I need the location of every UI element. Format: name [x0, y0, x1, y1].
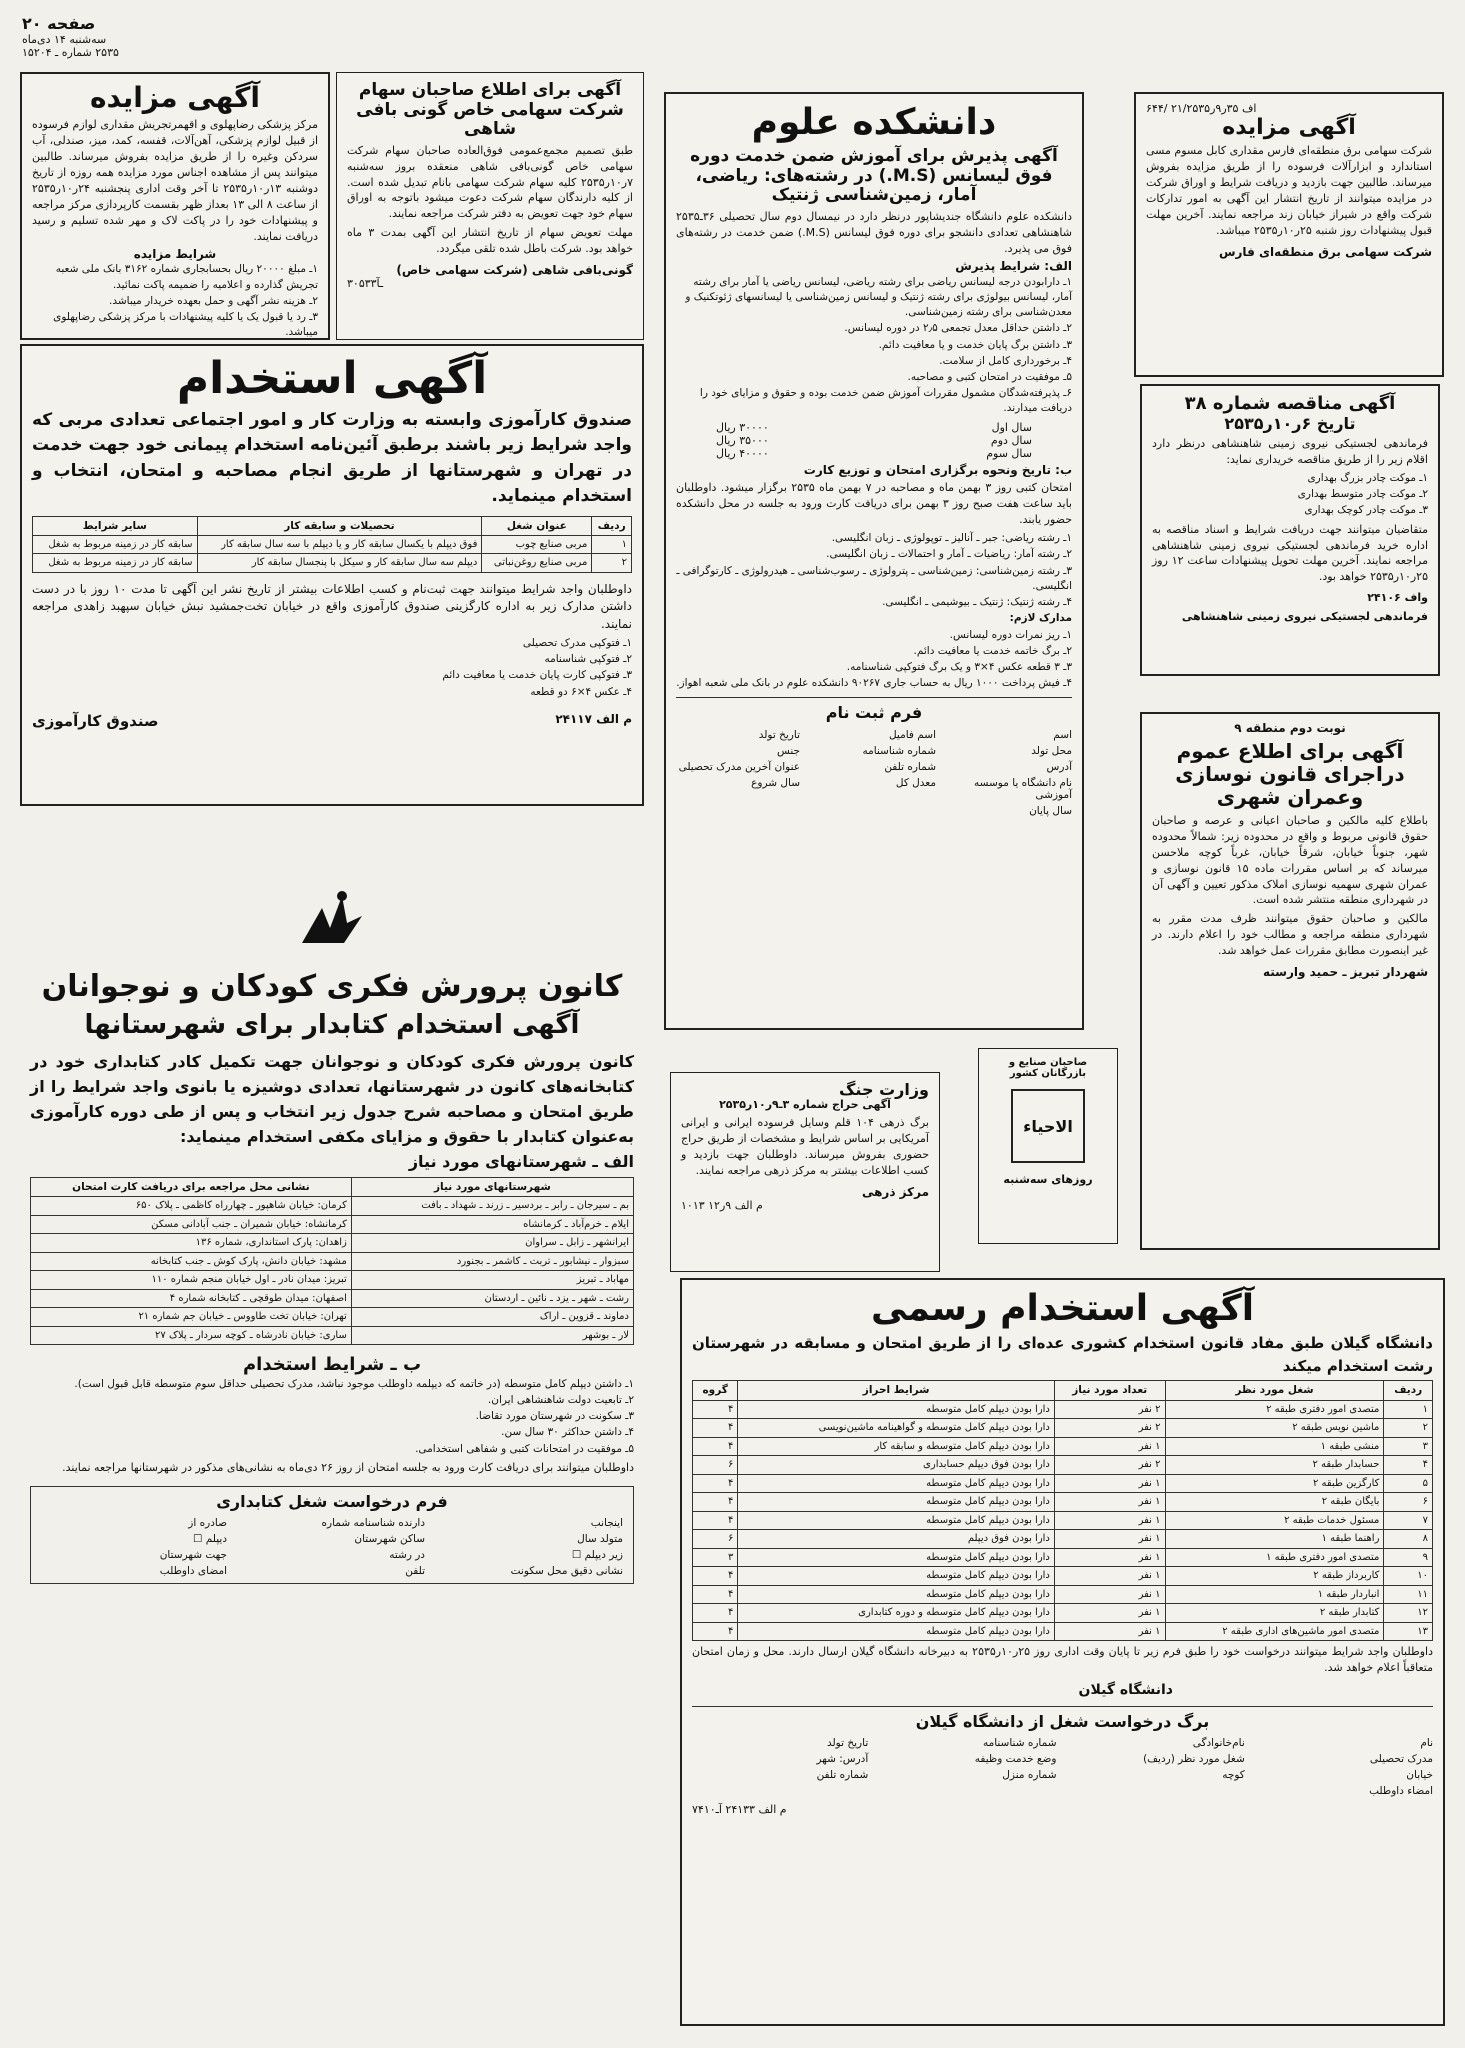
ad-lead: صندوق کارآموزی وابسته به وزارت کار و امور اجتماعی تعدادی مربی که واجد شرایط زیر باشند برطبق آئین‌نامه استخدام پیمانی خود جهت خدمت در تهران و شهرستانها از طریق انجام مصاحبه و امتحان، انتخاب و استخدام مینماید.: [32, 409, 632, 507]
ad-signature: فرماندهی لجستیکی نیروی زمینی شاهنشاهی: [1181, 610, 1428, 624]
doc-item: ۴ـ فیش پرداخت ۱۰۰۰ ریال به حساب جاری ۹۰۲۶۷ دانشکده علوم در بانک ملی شعبه اهواز.: [676, 677, 1072, 690]
ad-body: داوطلبان واجد شرایط میتوانند درخواست خود را طبق فرم زیر تا پایان وقت اداری روز ۲۵ر۱۰ر۲۵۳۵ به دبیرخانه دانشگاه گیلان ارسال دارند. محل و زمان امتحان متعاقباً اعلام خواهد شد.: [692, 1645, 1433, 1674]
kanoon-library-ad: [20, 880, 644, 2028]
condition-item: ۱ـ دارابودن درجه لیسانس ریاضی برای رشته ریاضی، لیسانس ریاضی یا آمار برای رشته آمار، لیسانس بیولوژی برای رشته ژنتیک و لیسانس زمین‌شناسی یا لیسانسهای ژئوتکنیک و معدن‌شناسی برای رشته زمین‌شناسی.: [685, 275, 1072, 319]
ad-body: متقاضیان میتوانند جهت دریافت شرایط و اسناد مناقصه به اداره خرید فرماندهی لجستیکی نیروی زمینی شاهنشاهی مراجعه نمایند. آخرین مهلت تحویل پیشنهادات ساعت ۱۲ روز ۲۵ر۱۰ر۲۵۳۵ خواهد بود.: [1152, 522, 1428, 584]
condition-item: ۴ـ برخورداری کامل از سلامت.: [939, 354, 1072, 367]
condition-item: ۴ـ داشتن حداکثر ۳۰ سال سن.: [501, 1426, 634, 1439]
salary-value: ۳۵۰۰۰ ریال: [716, 433, 769, 447]
form-field: معدل کل: [895, 776, 936, 789]
ad-subtitle: شرایط مزایده: [133, 246, 217, 261]
form-field: کوچه: [1222, 1769, 1245, 1782]
tender-item: ۳ـ موکت چادر کوچک بهداری: [1304, 504, 1428, 517]
table-row: [31, 1308, 634, 1327]
table-header: گروه: [693, 1381, 738, 1400]
form-field: نشانی دقیق محل سکونت: [510, 1565, 623, 1578]
form-field: دیپلم ☐: [193, 1533, 227, 1546]
table-cell: اصفهان: میدان طوقچی ـ کتابخانه شماره ۴: [31, 1289, 352, 1308]
table-header: ردیف: [1384, 1381, 1433, 1400]
condition-item: ۲ـ داشتن حداقل معدل تجمعی ۲٫۵ در دوره لیسانس.: [844, 322, 1072, 335]
form-field: عنوان آخرین مدرک تحصیلی: [678, 760, 800, 773]
bird-logo-icon: [292, 888, 372, 958]
table-cell: ۱: [592, 535, 632, 554]
ad-lead: کانون پرورش فکری کودکان و نوجوانان جهت تکمیل کادر کتابداری خود در کتابخانه‌های کانون در شهرستانها، تعدادی دوشیزه یا بانوی واجد شرایط را از طریق امتحان و مصاحبه شرح جدول زیر انتخاب و پس از طی دوره کارآموزی به‌عنوان کتابدار با حقوق و مزایای مکفی استخدام مینماید:: [30, 1052, 634, 1146]
library-form: [30, 1486, 634, 1584]
section-title: ب: تاریخ ونحوه برگزاری امتحان و توزیع کارت: [803, 462, 1072, 477]
ad-kicker: نوبت دوم منطقه ۹: [1234, 721, 1346, 735]
form-field: خیابان: [1406, 1769, 1433, 1782]
table-cell: دیپلم سه سال سابقه کار و سیکل با پنجسال سابقه کار: [197, 554, 482, 573]
shareholders-notice: [336, 72, 644, 340]
doc-item: ۱ـ فتوکپی مدرک تحصیلی: [522, 636, 632, 649]
salary-list: [716, 421, 1032, 460]
header-issue: ۲۵۳۵ شماره ـ ۱۵۲۰۴: [22, 46, 119, 59]
form-field: تلفن: [405, 1565, 425, 1578]
salary-label: سال سوم: [986, 446, 1032, 460]
table-cell: کرمانشاه: خیابان شمیران ـ جنب آبادانی مسکن: [31, 1215, 352, 1234]
jobs-table: [32, 516, 632, 573]
form-field: جهت شهرستان: [159, 1549, 227, 1562]
form-field: شماره شناسنامه: [862, 744, 936, 757]
table-cell: ساری: خیابان نادرشاه ـ کوچه سردار ـ پلاک ۲۷: [31, 1326, 352, 1345]
condition-item: ۱ـ داشتن دیپلم کامل متوسطه (در خاتمه که دیپلمه داوطلب موجود نباشد، مدرک تحصیلی حداقل سوم متوسطه قابل قبول است).: [74, 1377, 634, 1390]
ad-signature: مرکز ذرهی: [861, 1184, 929, 1199]
table-cell: مربی صنایع چوب: [482, 535, 592, 554]
condition-item: ۵ـ موفقیت در امتحانات کتبی و شفاهی استخدامی.: [415, 1442, 634, 1455]
table-header: عنوان شغل: [482, 516, 592, 535]
emblem-top-text: صاحبان صنایع و بازرگانان کشور: [1008, 1057, 1088, 1079]
form-field: آدرس: [1046, 760, 1072, 773]
ad-body: مهلت تعویض سهام از تاریخ انتشار این آگهی بمدت ۳ ماه خواهد بود. شرکت باطل شده تلقی میگردد.: [347, 226, 633, 256]
table-row: ۱۱ انباردار طبقه ۱ ۱ نفر دارا بودن دیپلم کامل متوسطه ۴: [693, 1585, 1433, 1604]
condition-item: ۲ـ تابعیت دولت شاهنشاهی ایران.: [487, 1394, 634, 1407]
header-date: سه‌شنبه ۱۴ دی‌ماه: [22, 33, 107, 46]
form-field: اسم فامیل: [888, 728, 936, 741]
form-field: نام: [1420, 1737, 1433, 1750]
table-row: [33, 535, 632, 554]
science-faculty-ad: [664, 92, 1084, 1030]
ad-date: تاریخ ۶ر۱۰ر۲۵۳۵: [1224, 413, 1356, 433]
auction-medical-ad: [20, 72, 330, 340]
table-cell: دماوند ـ قزوین ـ اراک: [351, 1308, 633, 1327]
ad-title: آگهی برای اطلاع عموم دراجرای قانون نوسازی وعمران شهری: [1175, 738, 1405, 809]
form-field: دارنده شناسنامه شماره: [321, 1517, 425, 1530]
doc-item: ۳ـ فتوکپی کارت پایان خدمت یا معافیت دائم: [442, 669, 632, 682]
ad-subtitle: ب ـ شرایط استخدام: [242, 1354, 422, 1376]
ad-title: آگهی مزایده: [89, 81, 260, 114]
form-field: امضای داوطلب: [159, 1565, 227, 1578]
ad-body: برگ ذرهی ۱۰۴ قلم وسایل فرسوده ایرانی و ایرانی آمریکایی بر اساس شرایط و مشخصات از طریق حراج حضوری بفروش میرساند. داوطلبان جهت بازدید و کسب اطلاعات بیشتر به مرکز ذرهی مراجعه نمایند.: [681, 1116, 929, 1177]
kanoon-logo: [30, 888, 634, 962]
emblem-ad: [978, 1048, 1118, 1244]
form-field: وضع خدمت وظیفه: [974, 1753, 1057, 1766]
form-field: ساکن شهرستان: [354, 1533, 425, 1546]
form-field: مدرک تحصیلی: [1369, 1753, 1433, 1766]
ad-signature: صندوق کارآموزی: [32, 711, 159, 730]
table-cell: مهاباد ـ تبریز: [351, 1271, 633, 1290]
emblem-seal: [1011, 1089, 1085, 1163]
table-header: نشانی محل مراجعه برای دریافت کارت امتحان: [31, 1177, 352, 1196]
form-title: برگ درخواست شغل از دانشگاه گیلان: [915, 1711, 1210, 1731]
table-row: [31, 1271, 634, 1290]
table-row: ۴ حسابدار طبقه ۲ ۲ نفر دارا بودن فوق دیپلم حسابداری ۶: [693, 1456, 1433, 1475]
table-row: [31, 1215, 634, 1234]
table-row: ۱۳ متصدی امور ماشین‌های اداری طبقه ۲ ۱ نفر دارا بودن دیپلم کامل متوسطه ۴: [693, 1622, 1433, 1641]
ad-subtitle: آگهی حراج شماره ۳ـ۹ر۱۰ر۲۵۳۵: [719, 1098, 891, 1112]
salary-value: ۴۰۰۰۰ ریال: [716, 446, 769, 460]
form-field: جنس: [776, 744, 800, 757]
table-header: سایر شرایط: [33, 516, 198, 535]
ad-title: آگهی مزایده: [1222, 115, 1356, 140]
table-cell: بم ـ سیرجان ـ رابر ـ بردسیر ـ زرند ـ شهداد ـ بافت: [351, 1197, 633, 1216]
form-field: شماره منزل: [1002, 1769, 1057, 1782]
form-field: تاریخ تولد: [758, 728, 800, 741]
table-cell: رشت ـ شهر ـ یزد ـ نائین ـ اردستان: [351, 1289, 633, 1308]
salary-label: سال دوم: [990, 433, 1032, 447]
form-field: صادره از: [188, 1517, 227, 1530]
doc-item: ۱ـ ریز نمرات دوره لیسانس.: [949, 628, 1072, 641]
table-cell: ایرانشهر ـ زابل ـ سراوان: [351, 1234, 633, 1253]
table-header: ردیف: [592, 516, 632, 535]
auction-power-ad: [1134, 92, 1444, 377]
ad-body: شرکت سهامی برق منطقه‌ای فارس مقداری کابل مسوم مسی استاندارد و ابزارآلات فرسوده را از طریق مزایده بفروش میرساند. طالبین جهت بازدید و دریافت شرایط و اوراق شرکت در مزایده میتوانند از تاریخ انتشار این آگهی به امور تدارکات شرکت واقع در شیراز خیابان زند مراجعه نمایند. آخرین مهلت قبول پیشنهادات روز شنبه ۲۵ر۱۰ر۲۵۳۵ میباشد.: [1146, 144, 1432, 237]
table-cell: لار ـ بوشهر: [351, 1326, 633, 1345]
subject-item: ۳ـ رشته زمین‌شناسی: زمین‌شناسی ـ پترولوژی ـ رسوب‌شناسی ـ هیدرولوژی ـ کارتوگرافی ـ انگلیسی.: [676, 564, 1072, 592]
gilan-form: [692, 1706, 1433, 1816]
table-cell: زاهدان: پارک استانداری، شماره ۱۳۶: [31, 1234, 352, 1253]
form-field: سال شروع: [751, 776, 800, 789]
ad-title: کانون پرورش فکری کودکان و نوجوانان: [41, 969, 623, 1004]
table-row: ۱۲ کتابدار طبقه ۲ ۱ نفر دارا بودن دیپلم کامل متوسطه و دوره کتابداری ۴: [693, 1604, 1433, 1623]
table-header: تحصیلات و سابقه کار: [197, 516, 482, 535]
table-row: ۸ راهنما طبقه ۱ ۱ نفر دارا بودن فوق دیپلم ۶: [693, 1530, 1433, 1549]
ad-condition: ۱ـ مبلغ ۲۰۰۰۰ ریال بحسابجاری شماره ۳۱۶۲ بانک ملی شعبه تجریش گذارده و اعلامیه را ضمیمه پاکت نمائید.: [55, 263, 318, 291]
form-field: محل تولد: [1031, 744, 1072, 757]
table-row: [31, 1197, 634, 1216]
table-cell: مشهد: خیابان دانش، پارک کوش ـ جنب کتابخانه: [31, 1252, 352, 1271]
ad-signature: شرکت سهامی برق منطقه‌ای فارس: [1218, 244, 1432, 259]
salary-label: سال اول: [991, 420, 1032, 434]
ad-body: داوطلبان واجد شرایط میتوانند جهت ثبت‌نام و کسب اطلاعات بیشتر از تاریخ نشر این آگهی تا مدت ۱۰ روز با در دست داشتن مدارک زیر به اداره کارگزینی صندوق کارآموزی واقع در خیابان تخت‌جمشید نبش خیابان سپهبد زاهدی مراجعه نمایند.: [32, 581, 632, 631]
registration-form: [676, 729, 1072, 817]
page-number: صفحه ۲۰: [22, 14, 96, 33]
form-field: اینجانب: [590, 1517, 623, 1530]
table-row: ۱۰ کاربرداز طبقه ۲ ۱ نفر دارا بودن دیپلم کامل متوسطه ۴: [693, 1567, 1433, 1586]
hiring-fund-ad: [20, 344, 644, 806]
table-row: ۳ منشی طبقه ۱ ۱ نفر دارا بودن دیپلم کامل متوسطه و سابقه کار ۴: [693, 1437, 1433, 1456]
form-field: آدرس: شهر: [816, 1753, 869, 1766]
table-row: ۲ ماشین نویس طبقه ۲ ۲ نفر دارا بودن دیپلم کامل متوسطه و گواهینامه ماشین‌نویسی ۴: [693, 1419, 1433, 1438]
table-row: ۶ بایگان طبقه ۲ ۱ نفر دارا بودن دیپلم کامل متوسطه ۴: [693, 1493, 1433, 1512]
table-header: شهرستانهای مورد نیاز: [351, 1177, 633, 1196]
form-field: متولد سال: [577, 1533, 623, 1546]
form-field: شغل مورد نظر (ردیف): [1143, 1753, 1245, 1766]
section-title: الف: شرایط پذیرش: [955, 258, 1072, 273]
ad-body: مالکین و صاحبان حقوق میتوانند ظرف مدت مقرر به شهرداری منطقه مراجعه و مطالب خود را اعلام دارند. در غیر اینصورت مطابق مقررات عمل خواهد شد.: [1152, 912, 1428, 958]
table-row: ۹ متصدی امور دفتری طبقه ۱ ۱ نفر دارا بودن دیپلم کامل متوسطه ۳: [693, 1548, 1433, 1567]
form-field: شماره شناسنامه: [982, 1737, 1057, 1750]
ad-title: وزارت جنگ: [839, 1080, 929, 1099]
table-cell: مربی صنایع روغن‌نباتی: [482, 554, 592, 573]
ad-body: مرکز پزشکی رضاپهلوی و اقهمرتجریش مقداری لوازم فرسوده از قبیل لوازم پزشکی، آهن‌آلات، قفسه، کمد، میز، صندلی، آب سردکن وغیره را از طریق مزایده بفروش میرساند. طالبین میتوانند پس از مشاهده اجناس مورد مزایده همه روزه از تاریخ دوشنبه ۱۳ر۱۰ر۲۵۳۵ تا آخر وقت اداری پنجشنبه ۲۴ر۱۰ر۲۵۳۵ از ساعت ۸ الی ۱۳ بعداز ظهر بقسمت کارپردازی مرکز مراجعه و پیشنهادات خود را در پاکت لاک و مهر شده تسلیم و رسید دریافت نمایند.: [32, 118, 318, 243]
ad-subtitle: آگهی استخدام کتابدار برای شهرستانها: [84, 1009, 580, 1040]
ad-body: دانشکده علوم دانشگاه جندیشاپور درنظر دارد در نیمسال دوم سال تحصیلی ۳۶ـ۲۵۳۵ شاهنشاهی تعدادی دانشجو برای دوره فوق لیسانس (M.S.) ضمن خدمت در رشته‌های فوق می پذیرد.: [676, 210, 1072, 255]
ad-body: باطلاع کلیه مالکین و صاحبان اعیانی و عرصه و صاحبان حقوق قانونی مربوط و واقع در محدوده زیر: شمالاً محدوده شهر، جنوباً خیابان، شرقاً خیابان، غرباً کوچه ملاحسن میرساند که بر اساس مقررات ماده ۱۵ قانون نوسازی و عمران شهری سهمیه نوسازی املاک مذکور تعیین و آگهی آن در شهرداری منطقه منتشر شده است.: [1152, 813, 1428, 907]
table-cell: ایلام ـ خرم‌آباد ـ کرمانشاه: [351, 1215, 633, 1234]
condition-item: ۶ـ پذیرفته‌شدگان مشمول مقررات آموزش ضمن خدمت بوده و حقوق و مزایای خود را دریافت میدارند.: [699, 387, 1072, 415]
gilan-jobs-table: [692, 1380, 1433, 1641]
ad-code: م الف ۲۴۱۱۷: [555, 711, 632, 726]
table-cell: سابقه کار در زمینه مربوط به شغل: [33, 554, 198, 573]
page-header: [22, 14, 322, 59]
table-row: [31, 1252, 634, 1271]
tender-item: ۱ـ موکت چادر بزرگ بهداری: [1307, 471, 1428, 484]
form-field: سال پایان: [1029, 804, 1072, 817]
doc-item: ۳ـ ۳ قطعه عکس ۴×۳ و یک برگ فتوکپی شناسنامه.: [846, 660, 1072, 673]
ad-title: آگهی استخدام: [176, 353, 488, 404]
form-field: شماره تلفن: [816, 1769, 869, 1782]
ad-signature: شهردار تبریز ـ حمید وارسته: [1263, 965, 1428, 980]
table-row: [31, 1289, 634, 1308]
table-cell: تبریز: میدان نادر ـ اول خیابان منجم شماره ۱۱۰: [31, 1271, 352, 1290]
ad-reference: ۶۴۴/ اف ۳۵ر۹ر۲۱/۲۵۳۵: [1146, 102, 1257, 115]
ad-code: ۳۰۵۳۳ـآ: [347, 277, 384, 291]
tender-item: ۲ـ موکت چادر متوسط بهداری: [1297, 488, 1428, 501]
ad-title: آگهی استخدام رسمی: [870, 1288, 1255, 1329]
form-field: نام‌خانوادگی: [1192, 1737, 1245, 1750]
subject-item: ۴ـ رشته ژنتیک: ژنتیک ـ بیوشیمی ـ انگلیسی.: [882, 596, 1072, 609]
form-title: فرم ثبت نام: [825, 703, 923, 723]
ad-body: طبق تصمیم مجمع‌عمومی فوق‌العاده صاحبان سهام شرکت سهامی خاص گونی‌بافی شاهی منعقده بروز سه‌شنبه ۷ر۱۰ر۲۵۳۵ کلیه سهام شرکت سهامی بانام تبدیل شده است. از کلیه دارندگان سهام شرکت دعوت میشود باتوجه به اوراق سهام خود جهت تعویض به دفتر شرکت مراجعه نمایند.: [347, 143, 633, 221]
ad-condition: ۳ـ رد یا قبول یک یا کلیه پیشنهادات با مرکز پزشکی رضاپهلوی میباشد.: [53, 311, 318, 339]
table-row: ۱ متصدی امور دفتری طبقه ۲ ۲ نفر دارا بودن دیپلم کامل متوسطه ۴: [693, 1400, 1433, 1419]
form-field: زیر دیپلم ☐: [571, 1549, 623, 1562]
form-title: فرم درخواست شغل کتابداری: [216, 1491, 448, 1511]
table-cell: تهران: خیابان تخت طاووس ـ خیابان جم شماره ۲۱: [31, 1308, 352, 1327]
table-cell: سبزوار ـ نیشابور ـ تربت ـ کاشمر ـ بجنورد: [351, 1252, 633, 1271]
ad-subtitle: الف ـ شهرستانهای مورد نیاز: [408, 1151, 634, 1171]
table-row: [31, 1326, 634, 1345]
form-field: امضاء داوطلب: [1369, 1785, 1433, 1798]
table-header: تعداد مورد نیاز: [1054, 1381, 1165, 1400]
table-cell: فوق دیپلم با یکسال سابقه کار و یا دیپلم با سه سال سابقه کار: [197, 535, 482, 554]
condition-item: ۳ـ داشتن برگ پایان خدمت و یا معافیت دائم.: [878, 338, 1072, 351]
table-row: ۵ کارگزین طبقه ۲ ۱ نفر دارا بودن دیپلم کامل متوسطه ۴: [693, 1474, 1433, 1493]
table-row: ۷ مسئول خدمات طبقه ۲ ۱ نفر دارا بودن دیپلم کامل متوسطه ۴: [693, 1511, 1433, 1530]
section-title: مدارک لازم:: [1009, 612, 1072, 625]
table-header: شرایط احراز: [738, 1381, 1055, 1400]
ad-title: آگهی مناقصه شماره ۳۸: [1184, 393, 1396, 414]
table-cell: سابقه کار در زمینه مربوط به شغل: [33, 535, 198, 554]
renewal-notice: [1140, 712, 1440, 1250]
ad-body: فرماندهی لجستیکی نیروی زمینی شاهنشاهی درنظر دارد اقلام زیر را از طریق مناقصه خریداری نماید:: [1152, 437, 1428, 467]
doc-item: ۲ـ برگ خاتمه خدمت یا معافیت دائم.: [913, 644, 1072, 657]
ad-code: واف ۲۴۱۰۶: [1367, 591, 1428, 605]
doc-item: ۴ـ عکس ۴×۶ دو قطعه: [530, 685, 632, 698]
condition-item: ۵ـ موفقیت در امتحان کتبی و مصاحبه.: [907, 370, 1072, 383]
form-field: نام دانشگاه یا موسسه آموزشی: [974, 776, 1072, 801]
table-row: [33, 554, 632, 573]
subject-item: ۲ـ رشته آمار: ریاضیات ـ آمار و احتمالات ـ زبان انگلیسی.: [826, 548, 1072, 561]
form-field: در رشته: [389, 1549, 425, 1562]
form-field: تاریخ تولد: [826, 1737, 869, 1750]
form-field: شماره تلفن: [884, 760, 936, 773]
ad-code: ۱۰۱۳ م الف ۹ر۱۲: [681, 1198, 763, 1212]
ad-signature: گونی‌بافی شاهی (شرکت سهامی خاص): [396, 263, 633, 278]
table-header: شغل مورد نظر: [1165, 1381, 1384, 1400]
ad-subtitle: آگهی پذیرش برای آموزش ضمن خدمت دوره فوق لیسانس (M.S.) در رشته‌های: ریاضی، آمار، زمین‌شناسی ژنتیک: [690, 146, 1058, 206]
table-cell: کرمان: خیابان شاهپور ـ چهارراه کاظمی ـ پلاک ۶۵۰: [31, 1197, 352, 1216]
war-ministry-ad: [670, 1072, 940, 1272]
tender-ad: [1140, 384, 1440, 676]
ad-body: امتحان کتبی روز ۳ بهمن ماه و مصاحبه در ۷ بهمن ماه ۲۵۳۵ برگزار میشود. داوطلبان باید ساعت هفت صبح روز ۳ بهمن برای دریافت کارت ورود به جلسه در محل دانشکده حضور یابند.: [676, 481, 1072, 527]
ad-signature: دانشگاه گیلان: [1078, 1681, 1173, 1698]
doc-item: ۲ـ فتوکپی شناسنامه: [544, 653, 632, 666]
table-row: [31, 1234, 634, 1253]
ad-lead: دانشگاه گیلان طبق مفاد قانون استخدام کشوری عده‌ای را از طریق امتحان و مسابقه در شهرستان رشت استخدام میکند: [692, 1334, 1433, 1375]
table-cell: ۲: [592, 554, 632, 573]
ad-title: دانشکده علوم: [751, 102, 997, 143]
ad-condition: ۲ـ هزینه نشر آگهی و حمل بعهده خریدار میباشد.: [109, 294, 318, 307]
ad-title: آگهی برای اطلاع صاحبان سهام شرکت سهامی خاص گونی بافی شاهی: [356, 80, 624, 140]
salary-value: ۳۰۰۰۰ ریال: [716, 420, 769, 434]
condition-item: ۳ـ سکونت در شهرستان مورد تقاضا.: [475, 1410, 634, 1423]
ad-code: م الف ۲۴۱۳۳ آـ۷۴۱۰: [692, 1803, 787, 1817]
form-field: اسم: [1053, 728, 1072, 741]
subject-item: ۱ـ رشته ریاضی: جبر ـ آنالیز ـ توپولوژی ـ زبان انگلیسی.: [831, 532, 1072, 545]
cities-table: [30, 1177, 634, 1345]
emblem-middle-text: الاحیاء: [1023, 1116, 1073, 1136]
emblem-bottom-text: روزهای سه‌شنبه: [1003, 1173, 1093, 1186]
gilan-hiring-ad: [680, 1278, 1445, 2026]
ad-body: داوطلبان میتوانند برای دریافت کارت ورود به جلسه امتحان از روز ۲۶ دی‌ماه به نشانی‌های مذکور در شهرستانها مراجعه نمایند.: [62, 1460, 634, 1474]
